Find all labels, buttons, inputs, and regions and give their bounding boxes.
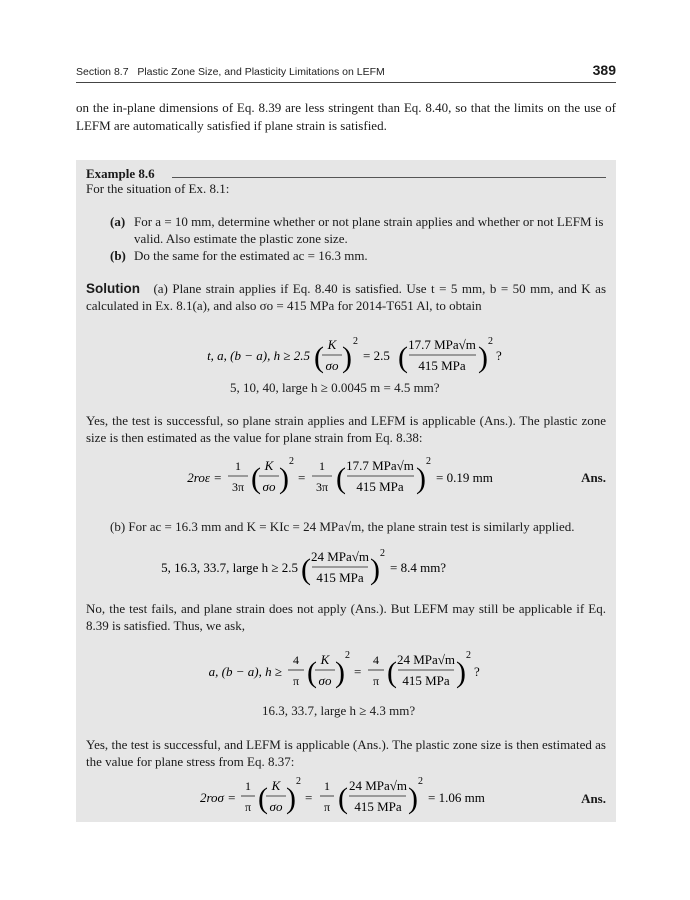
svg-text:π: π bbox=[323, 800, 331, 814]
svg-text:): ) bbox=[279, 462, 289, 495]
svg-text:5, 16.3, 33.7, large h ≥ 2.5: 5, 16.3, 33.7, large h ≥ 2.5 bbox=[161, 560, 298, 575]
svg-text:1: 1 bbox=[245, 779, 251, 793]
svg-text:= 1.06 mm: = 1.06 mm bbox=[428, 790, 485, 805]
svg-text:π: π bbox=[372, 674, 380, 688]
svg-text:(: ( bbox=[387, 656, 397, 689]
paragraph-yes-2: Yes, the test is successful, and LEFM is applicable (Ans.). The plastic zone size is then estimated as the value for plane stress from Eq. 8.37: bbox=[86, 737, 606, 769]
solution-part-a: Solution (a) Plane strain applies if Eq. 8.40 is satisfied. Use t = 5 mm, b = 50 mm, and K as calculated in Ex. 8.1(a), and also σo = 415 MPa for 2014-T651 Al, to obtain bbox=[86, 281, 607, 313]
svg-text:K: K bbox=[271, 778, 281, 793]
svg-text:1: 1 bbox=[319, 459, 325, 473]
paragraph-yes-1: Yes, the test is successful, so plane strain applies and LEFM is applicable (Ans.). The plastic zone size is then estimated as the value for plane strain from Eq. 8.38: bbox=[86, 413, 606, 445]
svg-text:(: ( bbox=[258, 782, 268, 815]
question-part-b: (b) Do the same for the estimated ac = 16.3 mm. bbox=[110, 248, 368, 263]
svg-text:2: 2 bbox=[289, 456, 294, 467]
svg-text:(: ( bbox=[251, 462, 261, 495]
svg-text:π: π bbox=[244, 800, 252, 814]
svg-text:24 MPa√m: 24 MPa√m bbox=[310, 549, 370, 564]
equation-lefm-check bbox=[76, 646, 616, 696]
result-line-2: 16.3, 33.7, large h ≥ 4.3 mm? bbox=[262, 703, 416, 718]
svg-text:σo: σo bbox=[318, 673, 332, 688]
svg-text:2: 2 bbox=[296, 776, 301, 787]
svg-text:1: 1 bbox=[235, 459, 241, 473]
svg-text:K: K bbox=[327, 337, 337, 352]
question-part-a: (a) For a = 10 mm, determine whether or not plane strain applies and whether or not LEFM is valid. Also estimate the plastic zone size. bbox=[110, 214, 604, 246]
svg-text:415 MPa: 415 MPa bbox=[418, 358, 466, 373]
equation-plane-stress-zone bbox=[76, 772, 616, 822]
svg-text:2: 2 bbox=[426, 456, 431, 467]
svg-text:2: 2 bbox=[418, 776, 423, 787]
svg-text:K: K bbox=[320, 652, 330, 667]
svg-text:(: ( bbox=[336, 462, 346, 495]
svg-text:(: ( bbox=[314, 341, 324, 374]
svg-text:K: K bbox=[264, 458, 274, 473]
svg-text:3π: 3π bbox=[315, 480, 329, 494]
svg-text:4: 4 bbox=[293, 653, 299, 667]
svg-text:= 2.5: = 2.5 bbox=[363, 348, 390, 363]
svg-text:σo: σo bbox=[325, 358, 339, 373]
svg-text:2: 2 bbox=[353, 336, 358, 347]
example-rule bbox=[172, 177, 606, 178]
page-number: 389 bbox=[592, 62, 616, 78]
running-header bbox=[76, 60, 616, 83]
header-section: Section 8.7 Plastic Zone Size, and Plasticity Limitations on LEFM bbox=[76, 66, 385, 78]
solution-part-b: (b) For ac = 16.3 mm and K = KIc = 24 MPa√m, the plane strain test is similarly applied. bbox=[110, 519, 575, 534]
svg-text:415 MPa: 415 MPa bbox=[316, 570, 364, 585]
answer-label-2: Ans. bbox=[581, 791, 606, 806]
intro-paragraph: on the in-plane dimensions of Eq. 8.39 are less stringent than Eq. 8.40, so that the limits on the use of LEFM are automatically satisfied if plane strain is satisfied. bbox=[76, 100, 616, 133]
equation-plane-strain-b bbox=[76, 544, 616, 592]
svg-text:(: ( bbox=[398, 341, 408, 374]
svg-text:π: π bbox=[292, 674, 300, 688]
svg-text:): ) bbox=[478, 341, 488, 374]
svg-text:3π: 3π bbox=[231, 480, 245, 494]
svg-text:a, (b − a), h ≥: a, (b − a), h ≥ bbox=[208, 664, 282, 679]
svg-text:2roσ =: 2roσ = bbox=[199, 790, 236, 805]
svg-text:2roε =: 2roε = bbox=[187, 470, 222, 485]
svg-text:=: = bbox=[298, 470, 306, 485]
example-situation: For the situation of Ex. 8.1: bbox=[86, 181, 230, 196]
result-line-1: 5, 10, 40, large h ≥ 0.0045 m = 4.5 mm? bbox=[230, 380, 440, 395]
svg-text:?: ? bbox=[474, 664, 480, 679]
svg-text:24 MPa√m: 24 MPa√m bbox=[348, 778, 408, 793]
svg-text:(: ( bbox=[307, 656, 317, 689]
svg-text:2: 2 bbox=[488, 336, 493, 347]
example-title: Example 8.6 bbox=[86, 166, 155, 181]
svg-text:2: 2 bbox=[380, 548, 385, 559]
answer-label-1: Ans. bbox=[581, 470, 606, 485]
svg-text:17.7 MPa√m: 17.7 MPa√m bbox=[408, 337, 476, 352]
svg-text:= 0.19 mm: = 0.19 mm bbox=[436, 470, 493, 485]
eq1-lhs: t, a, (b − a), h ≥ 2.5 bbox=[207, 348, 310, 363]
svg-text:2: 2 bbox=[345, 650, 350, 661]
svg-text:): ) bbox=[370, 553, 380, 586]
svg-text:?: ? bbox=[496, 348, 502, 363]
svg-text:2: 2 bbox=[466, 650, 471, 661]
equation-plane-strain-zone bbox=[76, 452, 616, 502]
svg-text:(: ( bbox=[338, 782, 348, 815]
svg-text:): ) bbox=[286, 782, 296, 815]
svg-text:(: ( bbox=[301, 553, 311, 586]
svg-text:): ) bbox=[416, 462, 426, 495]
equation-plane-strain-a bbox=[76, 332, 616, 380]
svg-text:415 MPa: 415 MPa bbox=[402, 673, 450, 688]
svg-text:): ) bbox=[408, 782, 418, 815]
svg-text:24 MPa√m: 24 MPa√m bbox=[396, 652, 456, 667]
svg-text:=: = bbox=[305, 790, 313, 805]
svg-text:σo: σo bbox=[262, 479, 276, 494]
example-box bbox=[76, 160, 616, 822]
svg-text:= 8.4 mm?: = 8.4 mm? bbox=[390, 560, 447, 575]
svg-text:415 MPa: 415 MPa bbox=[354, 799, 402, 814]
svg-text:): ) bbox=[335, 656, 345, 689]
paragraph-no: No, the test fails, and plane strain does not apply (Ans.). But LEFM may still be applicable if Eq. 8.39 is satisfied. Thus, we ask, bbox=[86, 601, 606, 633]
svg-text:): ) bbox=[456, 656, 466, 689]
svg-text:1: 1 bbox=[324, 779, 330, 793]
svg-text:4: 4 bbox=[373, 653, 379, 667]
svg-text:): ) bbox=[342, 341, 352, 374]
svg-text:17.7 MPa√m: 17.7 MPa√m bbox=[346, 458, 414, 473]
svg-text:σo: σo bbox=[269, 799, 283, 814]
svg-text:=: = bbox=[354, 664, 362, 679]
svg-text:415 MPa: 415 MPa bbox=[356, 479, 404, 494]
